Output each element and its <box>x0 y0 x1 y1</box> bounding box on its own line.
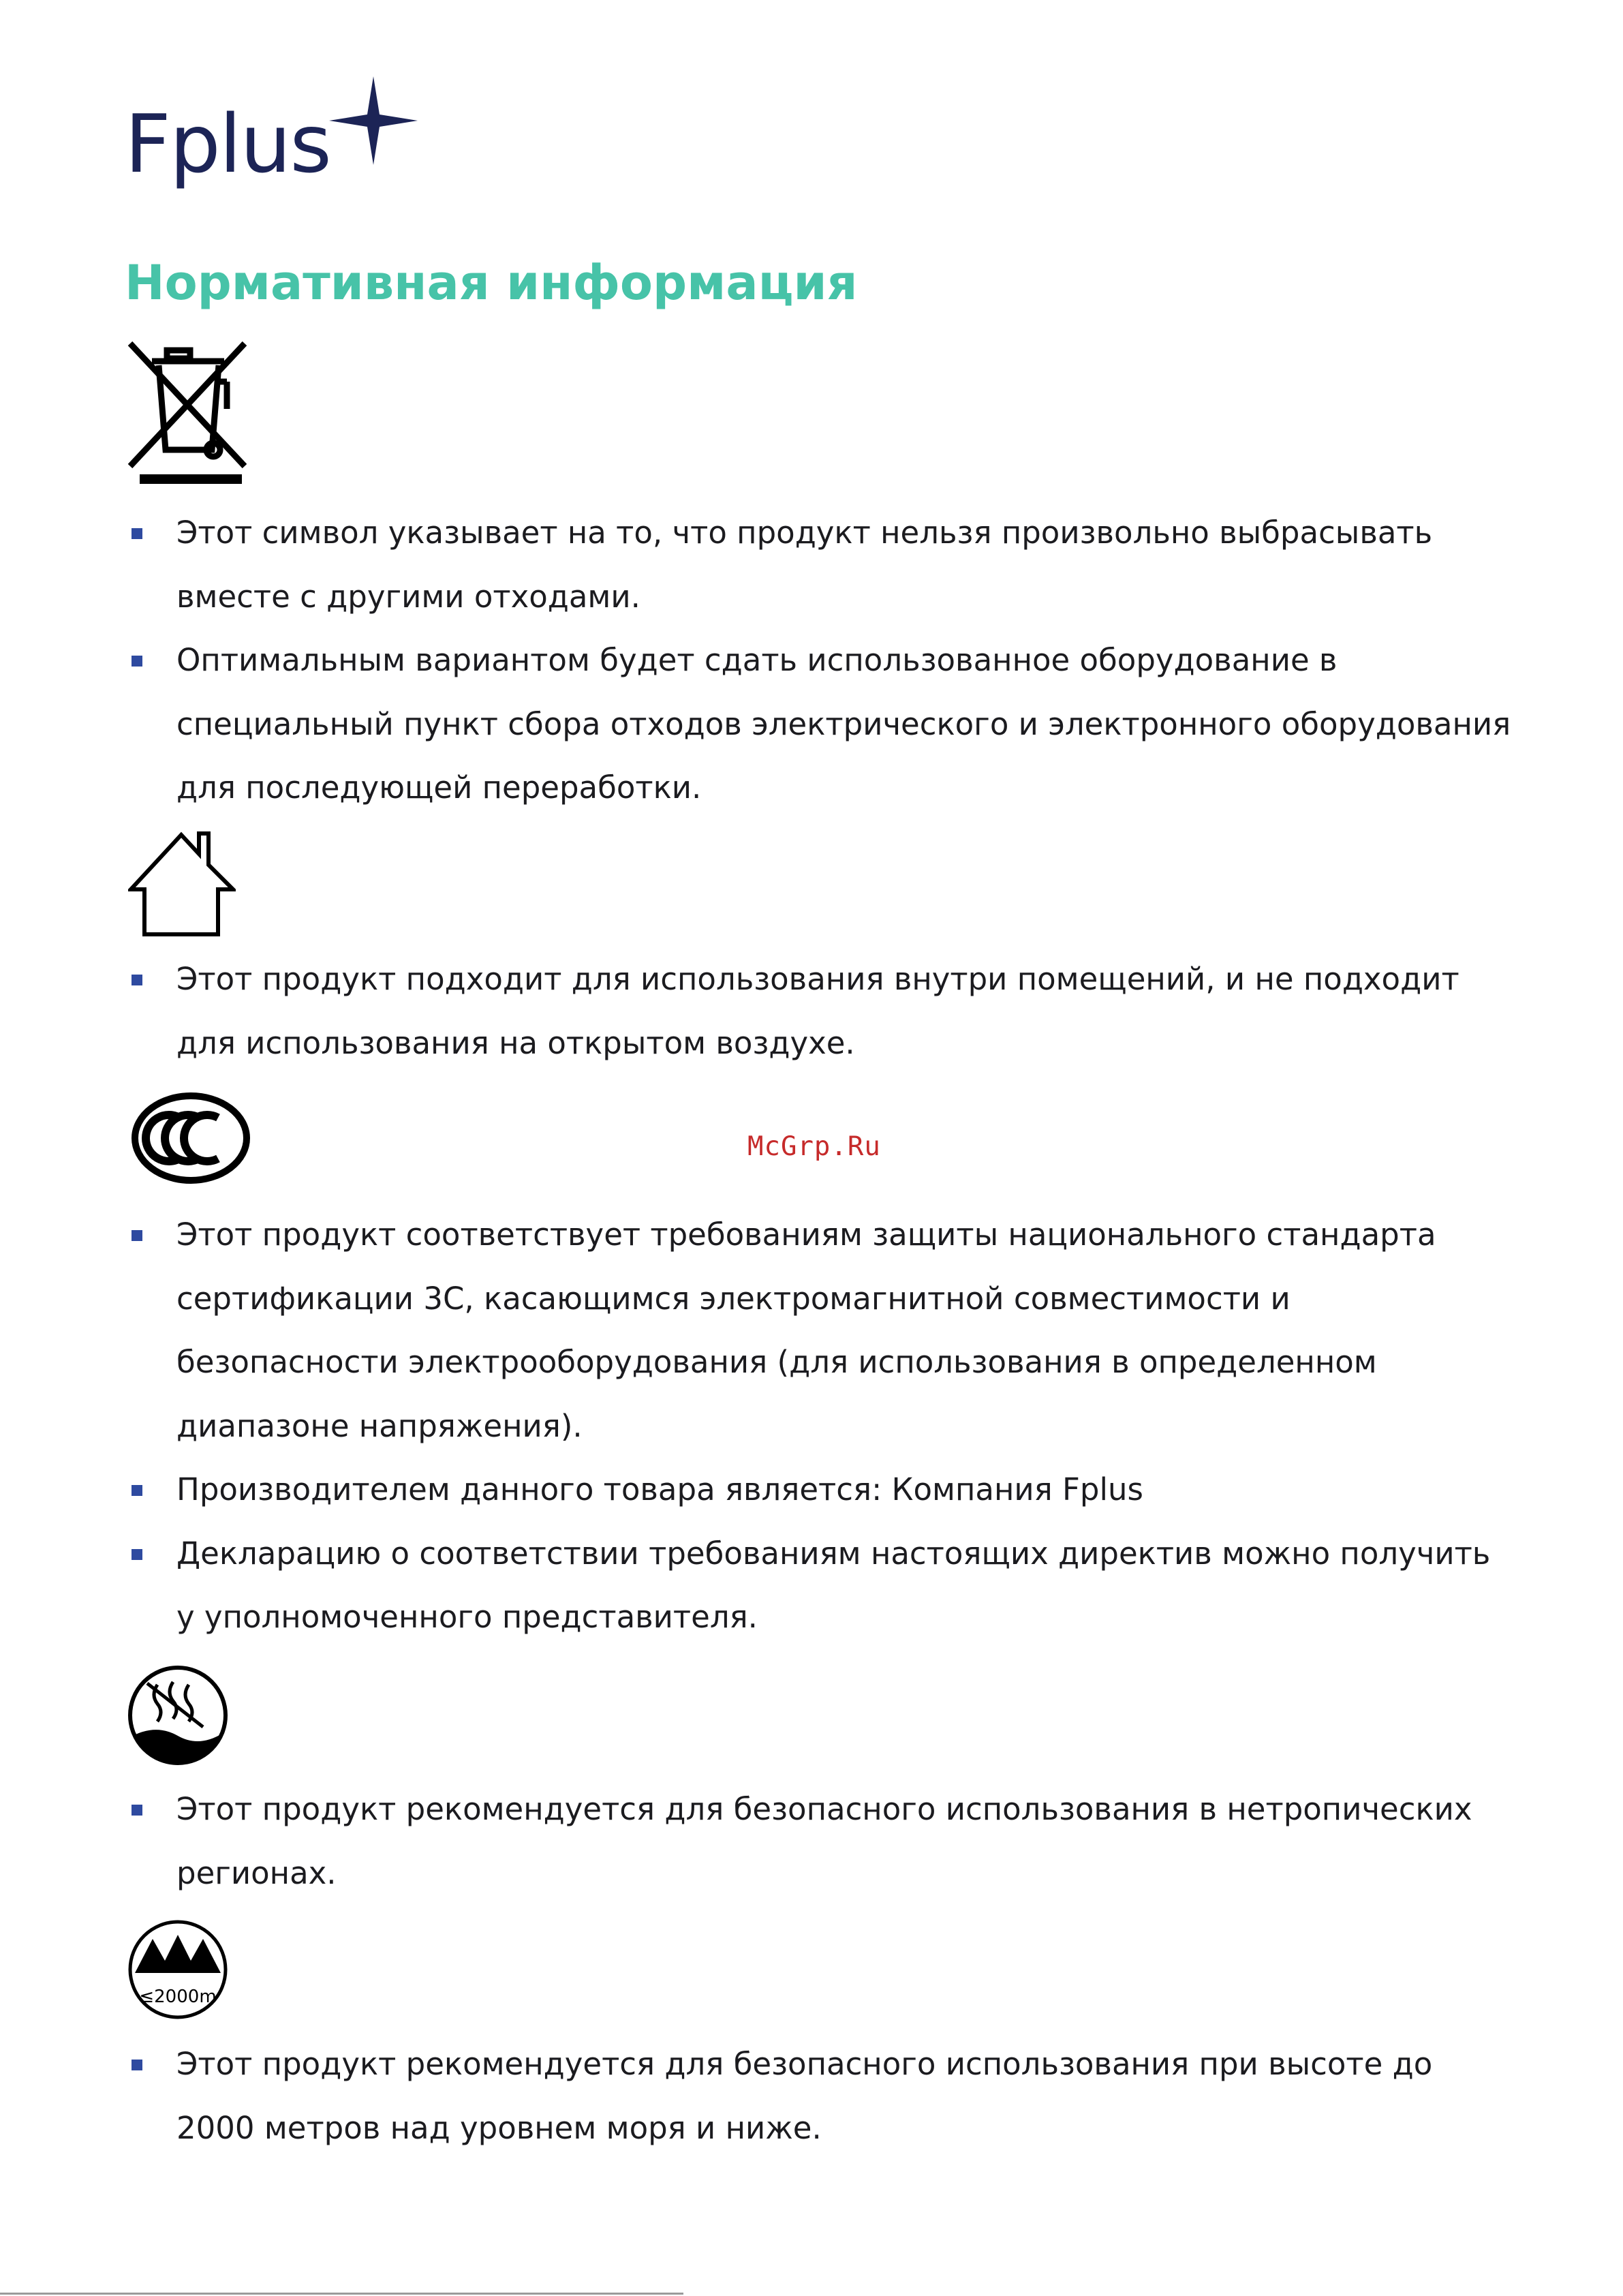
crossed-out-bin-icon <box>125 341 254 491</box>
non-tropical-climate-icon <box>127 1664 229 1766</box>
list-item: Оптимальным вариантом будет сдать использованное оборудование в специальный пункт сбора отходов электрического и электронного оборудования для последующей переработки. <box>125 628 1515 820</box>
list-item: Этот продукт подходит для использования внутри помещений, и не подходит для использования на открытом воздухе. <box>125 947 1515 1075</box>
list-item: Этот продукт соответствует требованиям защиты национального стандарта сертификации 3C, касающимся электромагнитной совместимости и безопасности электрооборудования (для использования в определенном диапазоне напряжения). <box>125 1203 1515 1458</box>
footer-divider <box>0 2293 683 2295</box>
watermark: McGrp.Ru <box>747 1131 881 1162</box>
altitude-bullet-list <box>125 2032 1515 2160</box>
ccc-mark-icon <box>131 1090 251 1186</box>
list-item: Этот продукт рекомендуется для безопасного использования в нетропических регионах. <box>125 1777 1515 1905</box>
indoor-bullet-list <box>125 947 1515 1075</box>
list-item: Этот продукт рекомендуется для безопасного использования при высоте до 2000 метров над уровнем моря и ниже. <box>125 2032 1515 2160</box>
list-item: Этот символ указывает на то, что продукт нельзя произвольно выбрасывать вместе с другими отходами. <box>125 501 1515 628</box>
page-title: Нормативная информация <box>125 255 858 311</box>
altitude-label: ≤2000m <box>139 1987 217 2007</box>
brand-logo-text: Fplus <box>125 97 330 191</box>
list-item: Декларацию о соответствии требованиям настоящих директив можно получить у уполномоченного представителя. <box>125 1522 1515 1649</box>
four-point-star-icon <box>329 76 418 165</box>
house-icon <box>128 828 236 937</box>
altitude-2000m-icon <box>127 1918 229 2021</box>
ccc-bullet-list <box>125 1203 1515 1649</box>
non-tropical-bullet-list <box>125 1777 1515 1905</box>
brand-logo <box>125 76 397 199</box>
weee-bullet-list <box>125 501 1515 820</box>
list-item: Производителем данного товара является: Компания Fplus <box>125 1458 1515 1522</box>
